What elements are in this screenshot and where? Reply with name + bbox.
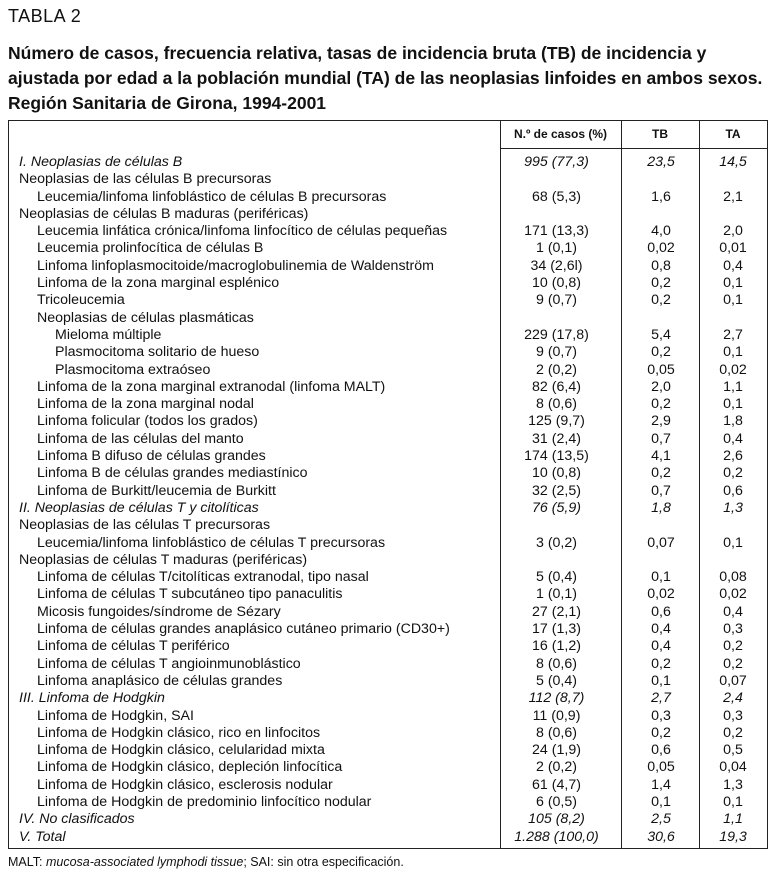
row-cases: 1 (0,1) — [535, 586, 577, 603]
table-row — [9, 604, 767, 621]
row-name: V. Total — [19, 828, 66, 845]
row-cases: 10 (0,8) — [532, 275, 581, 292]
table-row — [9, 344, 767, 361]
row-ta: 1,1 — [723, 811, 743, 828]
row-cases: 10 (0,8) — [532, 465, 581, 482]
table-row — [9, 483, 767, 500]
table-row — [9, 708, 767, 725]
row-tb: 0,6 — [651, 603, 671, 620]
table-row — [9, 275, 767, 292]
row-cases: 1.288 (100,0) — [514, 828, 599, 845]
row-cases: 8 (0,6) — [535, 396, 577, 413]
row-name: Leucemia prolinfocítica de células B — [37, 240, 264, 257]
row-name: Neoplasias de las células T precursoras — [19, 517, 271, 534]
row-ta: 0,2 — [723, 655, 743, 672]
table-row — [9, 621, 767, 638]
row-ta: 0,1 — [723, 534, 743, 551]
row-tb: 2,5 — [651, 811, 671, 828]
table-row — [9, 725, 767, 742]
row-cases: 112 (8,7) — [528, 690, 585, 707]
row-name: Leucemia/linfoma linfoblástico de células B precursoras — [37, 188, 387, 205]
row-ta: 0,1 — [723, 396, 743, 413]
row-name: Mieloma múltiple — [55, 326, 162, 343]
row-cases: 16 (1,2) — [532, 638, 581, 655]
row-tb: 4,0 — [651, 223, 671, 240]
table-row — [9, 638, 767, 655]
row-tb: 0,1 — [651, 672, 671, 689]
row-ta: 0,3 — [723, 621, 743, 638]
row-tb: 1,6 — [651, 188, 671, 205]
row-cases: 2 (0,2) — [535, 361, 577, 378]
row-name: Linfoma de células T periférico — [37, 638, 230, 655]
row-cases: 27 (2,1) — [532, 603, 581, 620]
row-tb: 0,05 — [647, 361, 675, 378]
table-row — [9, 310, 767, 327]
row-cases: 5 (0,4) — [535, 569, 577, 586]
row-name: Neoplasias de células T maduras (periféricas) — [19, 551, 308, 568]
row-name: Leucemia linfática crónica/linfoma linfocítico de células pequeñas — [37, 223, 448, 240]
row-tb: 0,02 — [647, 586, 675, 603]
row-cases: 1 (0,1) — [535, 240, 577, 257]
table-row — [9, 552, 767, 569]
table-row — [9, 258, 767, 275]
table-row — [9, 794, 767, 811]
table-row — [9, 223, 767, 240]
row-cases: 2 (0,2) — [535, 759, 577, 776]
row-cases: 31 (2,4) — [532, 430, 581, 447]
table-footnote — [8, 855, 404, 869]
table-row — [9, 292, 767, 309]
row-tb: 0,2 — [651, 344, 671, 361]
row-ta: 2,4 — [723, 690, 743, 707]
table-row — [9, 569, 767, 586]
row-name: Linfoma de Hodgkin clásico, celularidad mixta — [37, 742, 325, 759]
row-cases: 9 (0,7) — [535, 292, 577, 309]
row-tb: 0,2 — [651, 655, 671, 672]
row-ta: 0,1 — [723, 292, 743, 309]
row-ta: 19,3 — [719, 828, 747, 845]
row-cases: 8 (0,6) — [535, 655, 577, 672]
row-ta: 0,4 — [723, 603, 743, 620]
row-cases: 171 (13,3) — [524, 223, 589, 240]
header-cases: N.º de casos (%) — [513, 127, 608, 141]
table-row — [9, 465, 767, 482]
table-row — [9, 673, 767, 690]
row-name: Neoplasias de las células B precursoras — [19, 171, 272, 188]
row-cases: 8 (0,6) — [535, 724, 577, 741]
row-ta: 1,1 — [723, 378, 743, 395]
row-cases: 6 (0,5) — [535, 793, 577, 810]
row-cases: 995 (77,3) — [524, 154, 589, 170]
row-name: Linfoma de células T angioinmunoblástico — [37, 655, 301, 672]
row-tb: 0,7 — [651, 482, 671, 499]
table-row — [9, 189, 767, 206]
row-ta: 0,07 — [719, 672, 747, 689]
row-tb: 0,4 — [651, 638, 671, 655]
row-tb: 0,7 — [651, 430, 671, 447]
row-ta: 1,3 — [723, 776, 743, 793]
row-tb: 0,2 — [651, 275, 671, 292]
row-ta: 0,2 — [723, 465, 743, 482]
row-name: III. Linfoma de Hodgkin — [19, 690, 165, 707]
row-tb: 4,1 — [651, 448, 671, 465]
row-tb: 0,2 — [651, 724, 671, 741]
row-cases: 125 (9,7) — [528, 413, 585, 430]
row-cases: 17 (1,3) — [532, 621, 581, 638]
table-row — [9, 500, 767, 517]
footnote-term: mucosa-associated lymphodi tissue — [45, 855, 244, 869]
table-row — [9, 759, 767, 776]
table-title: Número de casos, frecuencia relativa, tasas de incidencia bruta (TB) de incidencia y ajustada por edad a la población mundial (TA) de las neoplasias linfoides en ambos sexos. Región Sanitaria de Girona, 1994-2001 — [8, 43, 763, 113]
row-tb: 0,4 — [651, 621, 671, 638]
table-row — [9, 586, 767, 603]
row-name: Plasmocitoma solitario de hueso — [55, 344, 260, 361]
row-tb: 0,02 — [647, 240, 675, 257]
row-name: Linfoma de Hodgkin, SAI — [37, 707, 194, 724]
row-ta: 1,3 — [723, 499, 743, 516]
table-row — [9, 240, 767, 257]
row-ta: 0,4 — [723, 430, 743, 447]
row-cases: 24 (1,9) — [532, 742, 581, 759]
row-name: II. Neoplasias de células T y citolíticas — [19, 499, 259, 516]
row-ta: 0,6 — [723, 482, 743, 499]
row-name: Linfoma de células T subcutáneo tipo panaculitis — [37, 586, 343, 603]
row-cases: 174 (13,5) — [524, 448, 589, 465]
row-name: Linfoma de Hodgkin clásico, esclerosis nodular — [37, 776, 333, 793]
row-ta: 0,01 — [719, 240, 747, 257]
table-row — [9, 154, 767, 171]
row-cases: 32 (2,5) — [532, 482, 581, 499]
row-name: Linfoma de Hodgkin clásico, depleción linfocítica — [37, 759, 343, 776]
row-tb: 0,2 — [651, 396, 671, 413]
header-ta: TA — [725, 127, 741, 141]
row-tb: 5,4 — [651, 326, 671, 343]
row-tb: 2,0 — [651, 378, 671, 395]
table-row — [9, 517, 767, 534]
row-ta: 1,8 — [723, 413, 743, 430]
row-name: Linfoma B difuso de células grandes — [37, 448, 266, 465]
row-ta: 0,04 — [719, 759, 747, 776]
row-tb: 2,7 — [651, 690, 671, 707]
row-cases: 229 (17,8) — [524, 326, 589, 343]
table-row — [9, 811, 767, 828]
table-row — [9, 171, 767, 188]
table-row — [9, 206, 767, 223]
row-name: Linfoma anaplásico de células grandes — [37, 672, 283, 689]
row-ta: 2,7 — [723, 326, 743, 343]
row-name: IV. No clasificados — [19, 811, 135, 828]
row-cases: 68 (5,3) — [532, 188, 581, 205]
row-ta: 2,0 — [723, 223, 743, 240]
row-name: Linfoma de la zona marginal esplénico — [37, 275, 280, 292]
row-tb: 0,07 — [647, 534, 675, 551]
table-row — [9, 431, 767, 448]
row-tb: 2,9 — [651, 413, 671, 430]
row-ta: 0,4 — [723, 257, 743, 274]
table-body — [9, 154, 767, 846]
row-tb: 0,2 — [651, 465, 671, 482]
row-name: Linfoma de la zona marginal extranodal (linfoma MALT) — [37, 378, 386, 395]
row-name: Leucemia/linfoma linfoblástico de células T precursoras — [37, 534, 386, 551]
row-name: Linfoma folicular (todos los grados) — [37, 413, 258, 430]
row-ta: 0,3 — [723, 707, 743, 724]
row-ta: 0,02 — [719, 586, 747, 603]
row-ta: 2,1 — [723, 188, 743, 205]
table-row — [9, 742, 767, 759]
row-name: Linfoma de Hodgkin clásico, rico en linfocitos — [37, 724, 321, 741]
row-tb: 0,1 — [651, 569, 671, 586]
row-tb: 1,8 — [651, 499, 671, 516]
row-cases: 3 (0,2) — [535, 534, 577, 551]
row-cases: 5 (0,4) — [535, 672, 577, 689]
row-name: Linfoma linfoplasmocitoide/macroglobulinemia de Waldenström — [37, 257, 434, 274]
row-name: Linfoma de las células del manto — [37, 430, 244, 447]
table-row — [9, 379, 767, 396]
table-label: TABLA 2 — [8, 6, 82, 26]
row-ta: 14,5 — [719, 154, 747, 170]
table-row — [9, 656, 767, 673]
row-ta: 0,1 — [723, 793, 743, 810]
row-ta: 0,1 — [723, 275, 743, 292]
row-ta: 0,02 — [719, 361, 747, 378]
row-name: Linfoma de Hodgkin de predominio linfocítico nodular — [37, 793, 372, 810]
row-cases: 9 (0,7) — [535, 344, 577, 361]
row-name: Plasmocitoma extraóseo — [55, 361, 211, 378]
row-tb: 0,3 — [651, 707, 671, 724]
table-row — [9, 535, 767, 552]
row-ta: 0,2 — [723, 724, 743, 741]
row-name: Tricoleucemia — [37, 292, 125, 309]
header-divider — [500, 148, 767, 149]
row-tb: 0,8 — [651, 257, 671, 274]
table-row — [9, 327, 767, 344]
row-name: Micosis fungoides/síndrome de Sézary — [37, 603, 281, 620]
row-ta: 0,08 — [719, 569, 747, 586]
row-name: Linfoma B de células grandes mediastínico — [37, 465, 308, 482]
row-name: Linfoma de células T/citolíticas extranodal, tipo nasal — [37, 569, 369, 586]
row-ta: 2,6 — [723, 448, 743, 465]
table-row — [9, 690, 767, 707]
row-cases: 34 (2,6l) — [530, 257, 583, 274]
table-row — [9, 448, 767, 465]
row-name: I. Neoplasias de células B — [19, 154, 183, 170]
header-tb: TB — [652, 127, 668, 141]
row-cases: 11 (0,9) — [532, 707, 581, 724]
row-name: Neoplasias de células plasmáticas — [37, 309, 254, 326]
row-tb: 0,05 — [647, 759, 675, 776]
row-cases: 61 (4,7) — [532, 776, 581, 793]
row-name: Neoplasias de células B maduras (periféricas) — [19, 205, 309, 222]
row-tb: 0,6 — [651, 742, 671, 759]
row-cases: 76 (5,9) — [532, 499, 581, 516]
footnote-prefix: MALT: — [8, 855, 46, 869]
row-ta: 0,5 — [723, 742, 743, 759]
table-row — [9, 396, 767, 413]
row-cases: 105 (8,2) — [528, 811, 585, 828]
table-row — [9, 777, 767, 794]
table-row — [9, 413, 767, 430]
row-tb: 1,4 — [651, 776, 671, 793]
footnote-suffix: ; SAI: sin otra especificación. — [243, 855, 404, 869]
row-tb: 30,6 — [647, 828, 675, 845]
row-cases: 82 (6,4) — [532, 378, 581, 395]
row-tb: 23,5 — [647, 154, 675, 170]
row-name: Linfoma de la zona marginal nodal — [37, 396, 254, 413]
row-tb: 0,2 — [651, 292, 671, 309]
data-table — [8, 120, 768, 849]
row-name: Linfoma de células grandes anaplásico cutáneo primario (CD30+) — [37, 621, 450, 638]
row-tb: 0,1 — [651, 793, 671, 810]
table-row — [9, 362, 767, 379]
table-row — [9, 829, 767, 846]
row-ta: 0,2 — [723, 638, 743, 655]
row-ta: 0,1 — [723, 344, 743, 361]
row-name: Linfoma de Burkitt/leucemia de Burkitt — [37, 482, 276, 499]
